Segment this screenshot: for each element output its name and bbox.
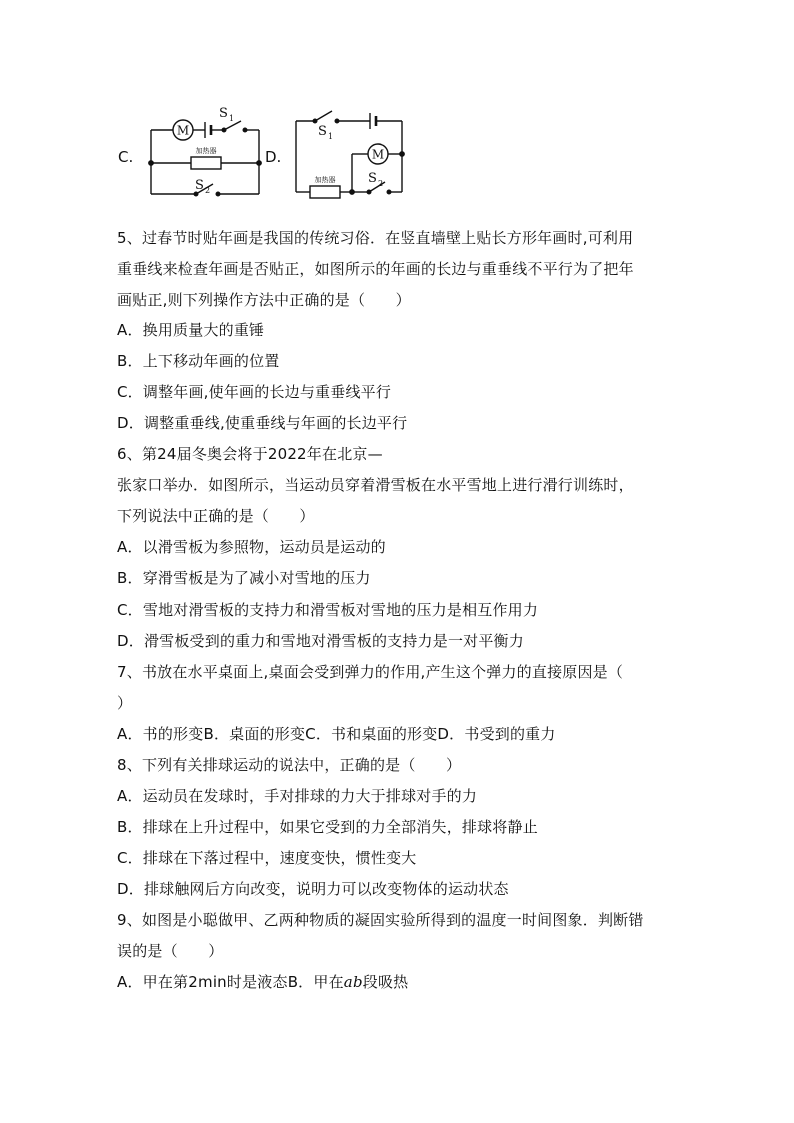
q7-stem-line-2: ） [117, 694, 133, 712]
q5-option-d: D．调整重垂线,使重垂线与年画的长边平行 [117, 414, 408, 432]
switch-s1-label-d: S [318, 124, 327, 139]
q9-options-suffix: 段吸热 [362, 973, 409, 991]
q6-stem-line-2: 张家口举办．如图所示，当运动员穿着滑雪板在水平雪地上进行滑行训练时， [117, 476, 634, 494]
circuit-diagram-c [145, 104, 275, 199]
q5-option-a: A．换用质量大的重锤 [117, 321, 265, 339]
q9-options-italic: ab [343, 973, 363, 991]
q5-option-c: C．调整年画,使年画的长边与重垂线平行 [117, 383, 392, 401]
q8-stem: 8、下列有关排球运动的说法中，正确的是（ ） [117, 756, 462, 774]
heater-label-c: 加热器 [195, 147, 217, 155]
q9-options-prefix: A．甲在第2min时是液态B．甲在 [117, 973, 344, 991]
switch-s2-label-d: S [368, 171, 377, 186]
circuit-diagram-d [290, 106, 410, 198]
q5-stem-line-1: 5、过春节时贴年画是我国的传统习俗．在竖直墙壁上贴长方形年画时,可利用 [117, 229, 634, 247]
q6-option-a: A．以滑雪板为参照物，运动员是运动的 [117, 538, 386, 556]
switch-s1-sub-c: 1 [229, 114, 235, 123]
q6-stem-line-3: 下列说法中正确的是（ ） [117, 507, 315, 525]
q5-stem-line-3: 画贴正,则下列操作方法中正确的是（ ） [117, 291, 411, 309]
q5-option-b: B．上下移动年画的位置 [117, 352, 280, 370]
q8-option-b: B．排球在上升过程中，如果它受到的力全部消失，排球将静止 [117, 818, 538, 836]
switch-s2-label-c: S [195, 178, 204, 193]
heater-label-d: 加热器 [314, 176, 336, 184]
option-c-label: C. [118, 148, 134, 166]
q9-stem-line-2: 误的是（ ） [117, 942, 224, 960]
q7-options: A．书的形变B．桌面的形变C．书和桌面的形变D．书受到的重力 [117, 725, 556, 743]
q6-option-b: B．穿滑雪板是为了减小对雪地的压力 [117, 569, 371, 587]
motor-symbol-c: M [176, 123, 190, 138]
switch-s1-label-c: S [219, 106, 228, 121]
q9-options-line [117, 972, 408, 992]
q6-option-d: D．滑雪板受到的重力和雪地对滑雪板的支持力是一对平衡力 [117, 632, 524, 650]
q7-stem-line-1: 7、书放在水平桌面上,桌面会受到弹力的作用,产生这个弹力的直接原因是（ [117, 663, 624, 681]
q6-stem-line-1: 6、第24届冬奥会将于2022年在北京— [117, 445, 383, 463]
q8-option-c: C．排球在下落过程中，速度变快，惯性变大 [117, 849, 417, 867]
option-d-label: D. [265, 148, 282, 166]
q5-stem-line-2: 重垂线来检查年画是否贴正，如图所示的年画的长边与重垂线不平行为了把年 [117, 260, 634, 278]
switch-s2-sub-d: 2 [378, 179, 384, 188]
switch-s2-sub-c: 2 [205, 186, 211, 195]
switch-s1-sub-d: 1 [328, 132, 334, 141]
motor-symbol-d: M [371, 147, 385, 162]
q6-option-c: C．雪地对滑雪板的支持力和滑雪板对雪地的压力是相互作用力 [117, 601, 539, 619]
q8-option-d: D．排球触网后方向改变，说明力可以改变物体的运动状态 [117, 880, 509, 898]
q9-stem-line-1: 9、如图是小聪做甲、乙两种物质的凝固实验所得到的温度一时间图象．判断错 [117, 911, 644, 929]
q8-option-a: A．运动员在发球时，手对排球的力大于排球对手的力 [117, 787, 478, 805]
